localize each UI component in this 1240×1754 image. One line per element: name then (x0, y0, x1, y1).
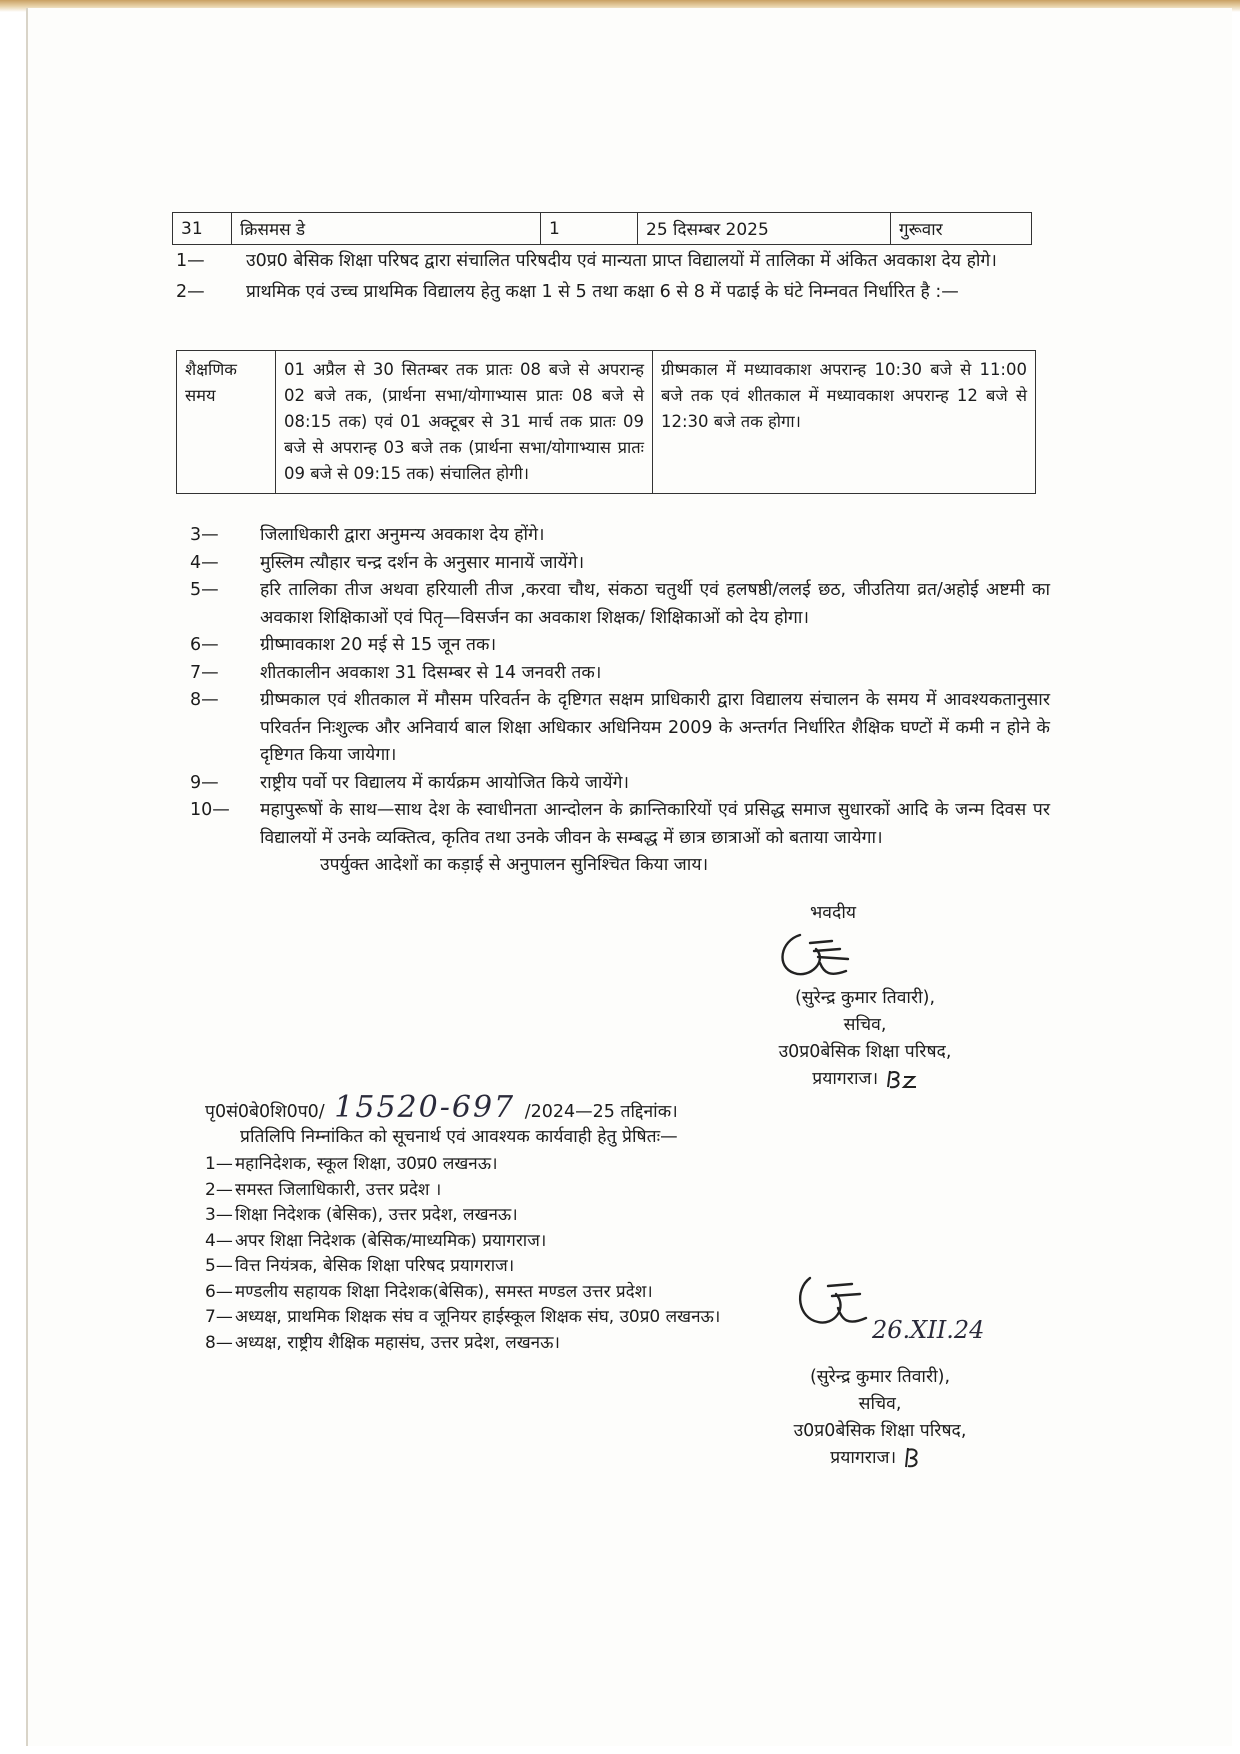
signature-block-1 (750, 900, 980, 1093)
date-cell: 25 दिसम्बर 2025 (638, 213, 891, 245)
note-text: उ0प्र0 बेसिक शिक्षा परिषद द्वारा संचालित परिषदीय एवं मान्यता प्राप्त विद्यालयों में तालिका में अंकित अवकाश देय होगे। (246, 251, 997, 271)
signature-block-2 (770, 1364, 990, 1472)
list-item (205, 1331, 720, 1357)
signatory-designation: सचिव, (843, 1015, 887, 1035)
note-text: ग्रीष्मावकाश 20 मई से 15 जून तक। (260, 635, 497, 655)
note-number: 1— (176, 251, 205, 271)
copy-number: 5— (205, 1256, 233, 1276)
list-item (205, 1305, 720, 1331)
note-number: 10— (190, 800, 230, 820)
note-text: शीतकालीन अवकाश 31 दिसम्बर से 14 जनवरी तक। (260, 662, 602, 683)
copy-text: समस्त जिलाधिकारी, उत्तर प्रदेश । (235, 1179, 442, 1200)
note-number: 3— (190, 525, 219, 545)
holiday-table-row (172, 212, 1032, 245)
copy-list (205, 1152, 720, 1356)
reference-line (205, 1090, 678, 1125)
note-number: 6— (190, 635, 219, 655)
signature-date: 26.XII.24 (872, 1316, 985, 1344)
note-number: 9— (190, 772, 219, 793)
salutation: भवदीय (810, 903, 857, 923)
signatory-designation: सचिव, (858, 1394, 902, 1414)
list-item (190, 660, 1050, 688)
list-item (205, 1254, 720, 1280)
copy-number: 3— (205, 1205, 233, 1225)
closing-text: उपर्युक्त आदेशों का कड़ाई से अनुपालन सुनिश्चित किया जाय। (320, 855, 709, 875)
notes-top (176, 248, 1046, 306)
days-cell: 1 (541, 213, 638, 245)
timing-schedule: 01 अप्रैल से 30 सितम्बर तक प्रातः 08 बजे से अपरान्ह 02 बजे तक, (प्रार्थना सभा/योगाभ्यास प्रातः 08 बजे से 08:15 तक) एवं 01 अक्टूबर से 31 मार्च तक प्रातः 09 बजे से अपरान्ह 03 बजे तक (प्रार्थना सभा/योगाभ्यास प्रातः 09 बजे से 09:15 तक) संचालित होगी। (276, 351, 653, 494)
list-item (176, 248, 1046, 275)
copy-number: 7— (205, 1307, 233, 1327)
holiday-name-cell: क्रिसमस डे (232, 213, 541, 245)
reference-suffix: /2024—25 तद्दिनांक। (524, 1102, 678, 1122)
note-number: 7— (190, 662, 219, 683)
note-number: 5— (190, 580, 219, 600)
serial-cell: 31 (173, 213, 232, 245)
copy-text: शिक्षा निदेशक (बेसिक), उत्तर प्रदेश, लखनऊ। (235, 1205, 518, 1225)
notes-rest (190, 522, 1050, 880)
note-number: 8— (190, 690, 219, 710)
note-text: राष्ट्रीय पर्वो पर विद्यालय में कार्यक्रम आयोजित किये जायेंगे। (260, 772, 630, 793)
note-text: जिलाधिकारी द्वारा अनुमन्य अवकाश देय होंगे। (260, 525, 545, 545)
list-item (190, 550, 1050, 578)
copy-text: अध्यक्ष, राष्ट्रीय शैक्षिक महासंघ, उत्तर प्रदेश, लखनऊ। (235, 1332, 560, 1353)
timing-table (176, 350, 1036, 494)
list-item (190, 770, 1050, 798)
list-item (190, 632, 1050, 660)
copy-number: 4— (205, 1230, 233, 1251)
note-text: ग्रीष्मकाल एवं शीतकाल में मौसम परिवर्तन के दृष्टिगत सक्षम प्राधिकारी द्वारा विद्यालय संचालन के समय में आवश्यकतानुसार परिवर्तन निःशुल्क और अनिवार्य बाल शिक्षा अधिकार अधिनियम 2009 के अन्तर्गत निर्धारित शैक्षिक घण्टों में कमी न होने के दृष्टिगत किया जायेगा। (260, 690, 1050, 765)
note-text: प्राथमिक एवं उच्च प्राथमिक विद्यालय हेतु कक्षा 1 से 5 तथा कक्षा 6 से 8 में पढाई के घंटे निम्नवत निर्धारित है :— (246, 282, 959, 302)
copy-number: 1— (205, 1154, 233, 1174)
list-item (190, 522, 1050, 550)
signatory-name: (सुरेन्द्र कुमार तिवारी), (794, 988, 936, 1008)
copy-number: 2— (205, 1179, 233, 1200)
table-row (173, 213, 1032, 245)
signatory-office: उ0प्र0बेसिक शिक्षा परिषद, (793, 1421, 967, 1441)
note-text: हरि तालिका तीज अथवा हरियाली तीज ,करवा चौथ, संकठा चतुर्थी एवं हलषष्ठी/ललई छठ, जीउतिया व्रत/अहोई अष्टमी का अवकाश शिक्षिकाओं एवं पितृ—विसर्जन का अवकाश शिक्षक/ शिक्षिकाओं को देय होगा। (260, 580, 1050, 628)
copy-text: अपर शिक्षा निदेशक (बेसिक/माध्यमिक) प्रयागराज। (235, 1230, 547, 1251)
reference-number: 15520-697 (334, 1090, 516, 1125)
list-item (176, 279, 1046, 306)
copy-text: महानिदेशक, स्कूल शिक्षा, उ0प्र0 लखनऊ। (235, 1154, 498, 1174)
note-number: 2— (176, 282, 205, 302)
copy-intro: प्रतिलिपि निम्नांकित को सूचनार्थ एवं आवश्यक कार्यवाही हेतु प्रेषितः— (240, 1127, 678, 1147)
copy-number: 6— (205, 1281, 233, 1302)
weekday-cell: गुरूवार (891, 213, 1032, 245)
list-item (190, 687, 1050, 770)
copy-text: वित्त नियंत्रक, बेसिक शिक्षा परिषद प्रयागराज। (235, 1256, 515, 1276)
table-row (177, 351, 1036, 494)
list-item (205, 1280, 720, 1306)
note-text: मुस्लिम त्यौहार चन्द्र दर्शन के अनुसार मानायें जायेंगे। (260, 552, 585, 573)
copy-text: अध्यक्ष, प्राथमिक शिक्षक संघ व जूनियर हाईस्कूल शिक्षक संघ, उ0प्र0 लखनऊ। (235, 1307, 721, 1327)
initials-mark (884, 1067, 918, 1091)
signature-mark (770, 927, 890, 985)
list-item (205, 1203, 720, 1229)
list-item (190, 577, 1050, 632)
list-item (205, 1229, 720, 1255)
timing-label: शैक्षणिक समय (177, 351, 276, 494)
signatory-place: प्रयागराज। (830, 1448, 897, 1468)
list-item (205, 1178, 720, 1204)
signatory-office: उ0प्र0बेसिक शिक्षा परिषद, (778, 1042, 952, 1062)
signatory-place: प्रयागराज। (812, 1069, 879, 1089)
note-number: 4— (190, 552, 219, 573)
signatory-name: (सुरेन्द्र कुमार तिवारी), (809, 1367, 951, 1387)
note-text: महापुरूषों के साथ—साथ देश के स्वाधीनता आन्दोलन के क्रान्तिकारियों एवं प्रसिद्ध समाज सुधारकों आदि के जन्म दिवस पर विद्यालयों में उनके व्यक्तित्व, कृतिव तथा उनके जीवन के सम्बद्ध में छात्र छात्राओं को बताया जायेगा। (260, 800, 1050, 848)
copy-number: 8— (205, 1332, 233, 1353)
reference-prefix: पृ0सं0बे0शि0प0/ (205, 1102, 325, 1122)
initials-mark (902, 1445, 930, 1471)
list-item (190, 797, 1050, 852)
list-item (205, 1152, 720, 1178)
closing-line (190, 852, 1050, 880)
timing-break: ग्रीष्मकाल में मध्यावकाश अपरान्ह 10:30 बजे से 11:00 बजे तक एवं शीतकाल में मध्यावकाश अपरान्ह 12 बजे से 12:30 बजे तक होगा। (653, 351, 1036, 494)
copy-text: मण्डलीय सहायक शिक्षा निदेशक(बेसिक), समस्त मण्डल उत्तर प्रदेश। (235, 1281, 653, 1302)
